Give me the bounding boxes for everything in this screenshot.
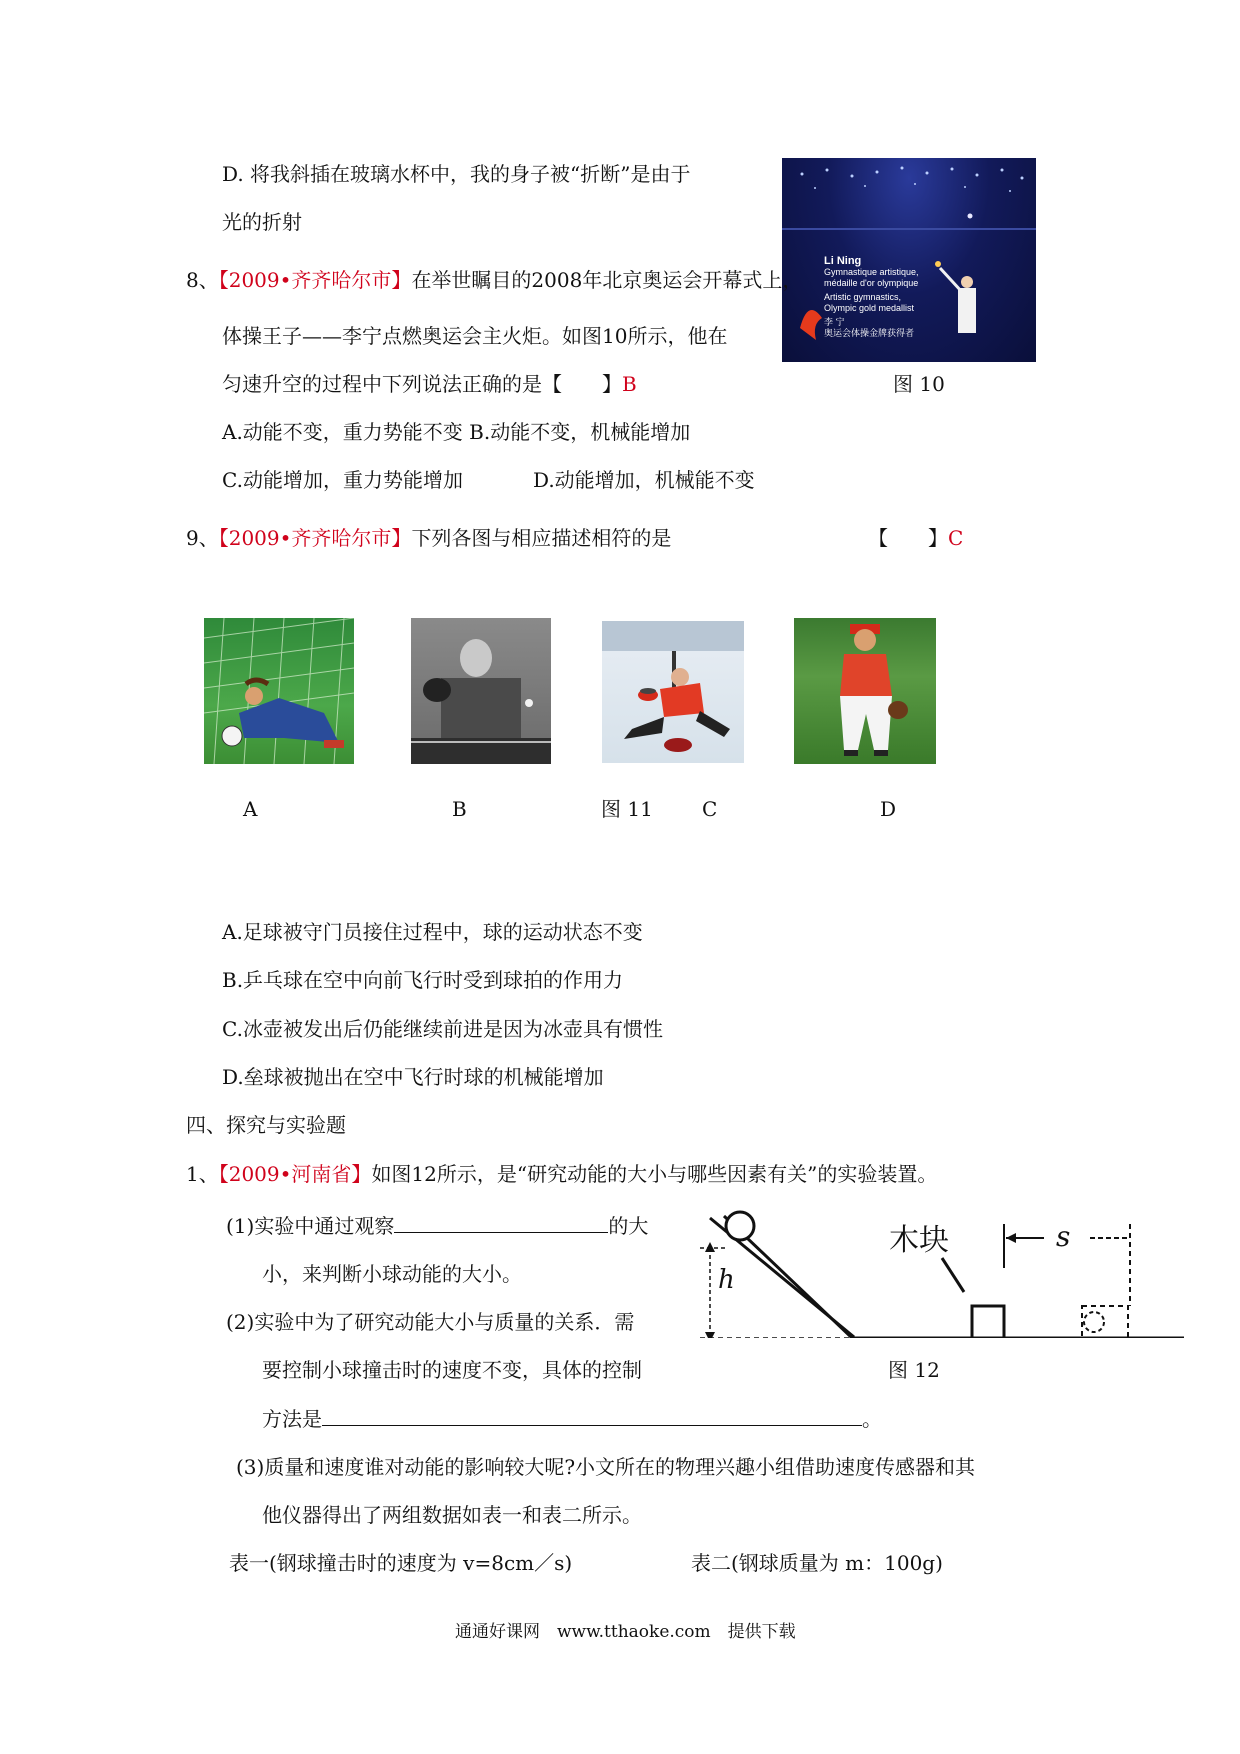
part-2-line2: 要控制小球撞击时的速度不变，具体的控制 [262, 1358, 642, 1382]
answer-bracket: 【 】 [868, 526, 948, 550]
part-1-line2: 小，来判断小球动能的大小。 [262, 1262, 522, 1286]
photo-sub2: médaille d'or olympique [824, 278, 919, 288]
option-d-line1: D. 将我斜插在玻璃水杯中，我的身子被“折断”是由于 [222, 162, 691, 186]
part-2-text: 方法是 [262, 1407, 322, 1431]
photo-d-baseball [794, 618, 936, 764]
figure-label-d: D [880, 797, 897, 821]
figure-label-a: A [243, 797, 258, 821]
baseball-player [794, 618, 936, 764]
question-source: 【2009•齐齐哈尔市】 [218, 526, 412, 550]
question-9-option-a: A.足球被守门员接住过程中，球的运动状态不变 [222, 920, 643, 944]
question-source: 【2009•齐齐哈尔市】 [218, 268, 412, 292]
photo-sub4: Olympic gold medallist [824, 303, 915, 313]
photo-name: Li Ning [824, 255, 862, 267]
figure-10-caption: 图 10 [893, 372, 945, 396]
part-3-line2: 他仪器得出了两组数据如表一和表二所示。 [262, 1503, 642, 1527]
figure-12-caption: 图 12 [888, 1358, 940, 1382]
torch-logo-icon [800, 310, 822, 340]
blank-method[interactable] [322, 1405, 862, 1426]
question-number: 9、 [186, 526, 219, 550]
option-d-line2: 光的折射 [222, 210, 302, 234]
question-8-option-c: C.动能增加，重力势能增加 [222, 468, 463, 492]
photo-cn2: 奥运会体操金牌获得者 [824, 328, 915, 338]
question-number: 8、 [186, 268, 219, 292]
question-9-line1 [186, 524, 671, 552]
question-9-answer [868, 524, 963, 552]
part-1-text-end: 的大 [608, 1214, 649, 1238]
question-number: 1、 [186, 1162, 219, 1186]
question-9-option-c: C.冰壶被发出后仍能继续前进是因为冰壶具有惯性 [222, 1017, 663, 1041]
question-8-line3 [222, 370, 637, 398]
question-stem: 如图12所示，是“研究动能的大小与哪些因素有关”的实验装置。 [371, 1162, 938, 1186]
part-2-line3 [262, 1405, 882, 1433]
photo-a-goalkeeper [204, 618, 354, 764]
footer: 通通好课网 www.tthaoke.com 提供下载 [455, 1622, 796, 1642]
question-stem-end: 匀速升空的过程中下列说法正确的是【 】 [222, 372, 622, 396]
question-stem: 下列各图与相应描述相符的是 [411, 526, 672, 550]
experiment-1-line1 [186, 1160, 937, 1188]
blank-observe[interactable] [394, 1212, 608, 1233]
figure-11-caption: 图 11 [601, 797, 653, 821]
part-2-line1: (2)实验中为了研究动能大小与质量的关系．需 [226, 1310, 635, 1334]
photo-b-table-tennis [411, 618, 551, 764]
part-1-line1 [226, 1212, 648, 1240]
photo-cn1: 李 宁 [824, 317, 845, 327]
photo-sub1: Gymnastique artistique, [824, 267, 919, 277]
question-9-option-d: D.垒球被抛出在空中飞行时球的机械能增加 [222, 1065, 604, 1089]
figure-label-b: B [452, 797, 467, 821]
ball-icon [726, 1212, 754, 1240]
section-title: 四、探究与实验题 [186, 1113, 346, 1137]
answer: C [948, 526, 964, 550]
torch-bearer-figure [935, 261, 976, 333]
curling-player [602, 621, 744, 763]
question-8-line1 [186, 266, 802, 294]
part-3-line1: (3)质量和速度谁对动能的影响较大呢?小文所在的物理兴趣小组借助速度传感器和其 [236, 1455, 976, 1479]
table-2-title: 表二(钢球质量为 m：100g) [691, 1551, 943, 1575]
photo-sub3: Artistic gymnastics, [824, 292, 902, 302]
question-stem: 在举世瞩目的2008年北京奥运会开幕式上， [411, 268, 803, 292]
label-s: s [1056, 1220, 1071, 1253]
part-1-text: (1)实验中通过观察 [226, 1214, 395, 1238]
photo-c-curling [602, 621, 744, 763]
label-block: 木块 [889, 1223, 949, 1258]
question-8-option-d: D.动能增加，机械能不变 [533, 468, 755, 492]
table-tennis-player [411, 618, 551, 764]
figure-12-diagram [684, 1208, 1204, 1338]
question-source: 【2009•河南省】 [218, 1162, 372, 1186]
figure-10-photo [782, 158, 1036, 362]
question-8-options-ab: A.动能不变，重力势能不变 B.动能不变，机械能增加 [222, 420, 691, 444]
part-2-end: 。 [862, 1407, 882, 1431]
wood-block-icon [972, 1306, 1004, 1338]
answer: B [622, 372, 637, 396]
figure-label-c: C [702, 797, 718, 821]
label-h: h [718, 1265, 735, 1295]
question-8-line2: 体操王子——李宁点燃奥运会主火炬。如图10所示，他在 [222, 324, 728, 348]
table-1-title: 表一(钢球撞击时的速度为 v=8cm／s) [229, 1551, 573, 1575]
question-9-option-b: B.乒乓球在空中向前飞行时受到球拍的作用力 [222, 968, 624, 992]
goal-net [204, 618, 354, 764]
